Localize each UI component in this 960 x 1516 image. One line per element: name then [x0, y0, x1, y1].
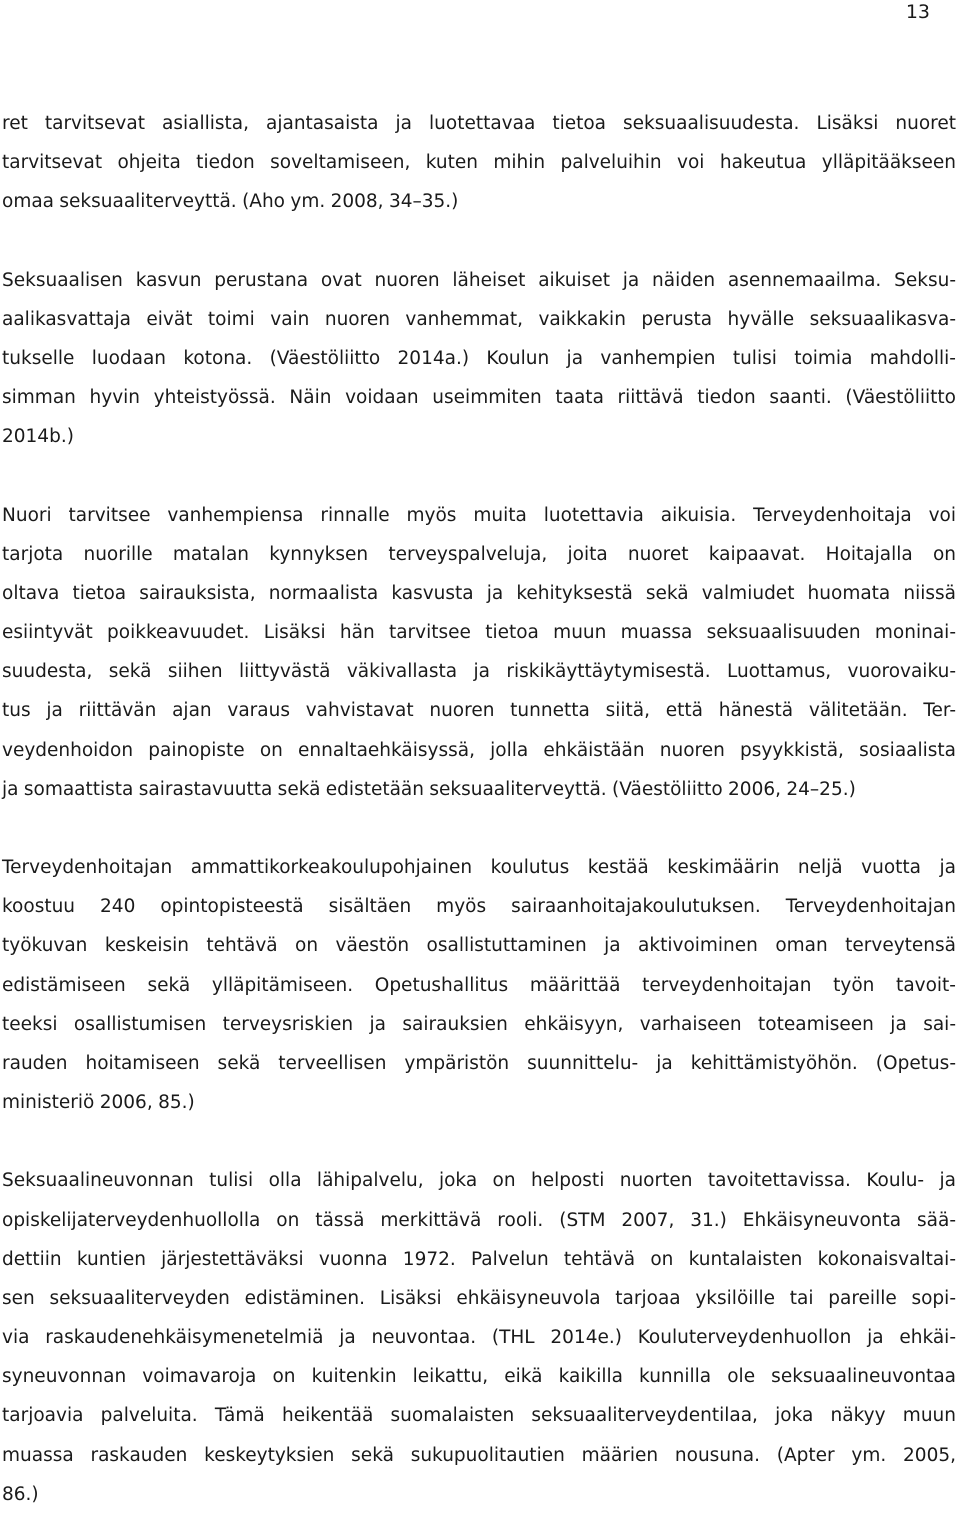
text-line: rauden hoitamiseen sekä terveellisen ympäristön suunnittelu- ja kehittämistyöhön. (Opetus- [2, 1052, 956, 1074]
text-line: oltava tietoa sairauksista, normaalista kasvusta ja kehityksestä sekä valmiudet huomata niissä [2, 582, 956, 604]
paragraph-1 [2, 104, 956, 222]
text-line: Seksuaalisen kasvun perustana ovat nuoren läheiset aikuiset ja näiden asennemaailma. Seksu- [2, 269, 956, 291]
page-number: 13 [905, 1, 930, 23]
text-line: muassa raskauden keskeytyksien sekä sukupuolitautien määrien nousuna. (Apter ym. 2005, [2, 1444, 956, 1466]
text-line: veydenhoidon painopiste on ennaltaehkäisyssä, jolla ehkäistään nuoren psyykkistä, sosiaalista [2, 739, 956, 761]
document-body [2, 104, 956, 1514]
text-line: Nuori tarvitsee vanhempiensa rinnalle myös muita luotettavia aikuisia. Terveydenhoitaja voi [2, 504, 956, 526]
text-line: tarjoavia palveluita. Tämä heikentää suomalaisten seksuaaliterveydentilaa, joka näkyy muun [2, 1405, 956, 1427]
text-line: tukselle luodaan kotona. (Väestöliitto 2014a.) Koulun ja vanhempien tulisi toimia mahdolli- [2, 347, 956, 369]
text-line: omaa seksuaaliterveyttä. (Aho ym. 2008, 34–35.) [2, 191, 459, 213]
paragraph-4 [2, 848, 956, 1122]
text-line: sen seksuaaliterveyden edistäminen. Lisäksi ehkäisyneuvola tarjoaa yksilöille tai pareille sopi- [2, 1287, 956, 1309]
text-line: Terveydenhoitajan ammattikorkeakoulupohjainen koulutus kestää keskimäärin neljä vuotta ja [2, 857, 956, 878]
text-line: työkuvan keskeisin tehtävä on väestön osallistuttaminen ja aktivoiminen oman terveytensä [2, 935, 956, 957]
text-line: esiintyvät poikkeavuudet. Lisäksi hän tarvitsee tietoa muun muassa seksuaalisuuden moninai- [2, 622, 956, 644]
text-line: teeksi osallistumisen terveysriskien ja sairauksien ehkäisyyn, varhaiseen toteamiseen ja sai- [2, 1013, 956, 1035]
paragraph-5 [2, 1161, 956, 1514]
text-line: syneuvonnan voimavaroja on kuitenkin leikattu, eikä kaikilla kunnilla ole seksuaalineuvontaa [2, 1366, 956, 1388]
text-line: suudesta, sekä siihen liittyvästä väkivallasta ja riskikäyttäytymisestä. Luottamus, vuorovaiku- [2, 661, 956, 683]
text-line: tus ja riittävän ajan varaus vahvistavat nuoren tunnetta siitä, että hänestä välitetään. Ter- [2, 700, 956, 722]
text-line: 2014b.) [2, 426, 74, 448]
paragraph-3 [2, 496, 956, 810]
text-line: tarjota nuorille matalan kynnyksen terveyspalveluja, joita nuoret kaipaavat. Hoitajalla on [2, 543, 956, 565]
text-line: simman hyvin yhteistyössä. Näin voidaan useimmiten taata riittävä tiedon saanti. (Väestöliitto [2, 387, 956, 409]
text-line: opiskelijaterveydenhuollolla on tässä merkittävä rooli. (STM 2007, 31.) Ehkäisyneuvonta sää- [2, 1209, 956, 1231]
text-line: dettiin kuntien järjestettäväksi vuonna 1972. Palvelun tehtävä on kuntalaisten kokonaisvaltai- [2, 1248, 956, 1270]
text-line: aalikasvattaja eivät toimi vain nuoren vanhemmat, vaikkakin perusta hyvälle seksuaalikasva- [2, 308, 956, 330]
text-line: 86.) [2, 1483, 39, 1505]
text-line: ret tarvitsevat asiallista, ajantasaista ja luotettavaa tietoa seksuaalisuudesta. Lisäksi nuoret [2, 113, 956, 134]
text-line: via raskaudenehkäisymenetelmiä ja neuvontaa. (THL 2014e.) Kouluterveydenhuollon ja ehkäi- [2, 1327, 956, 1349]
text-line: edistämiseen sekä ylläpitämiseen. Opetushallitus määrittää terveydenhoitajan työn tavoit- [2, 974, 956, 996]
text-line: ja somaattista sairastavuutta sekä edistetään seksuaaliterveyttä. (Väestöliitto 2006, 24–25.) [2, 778, 856, 800]
text-line: ministeriö 2006, 85.) [2, 1092, 195, 1114]
text-line: tarvitsevat ohjeita tiedon soveltamiseen, kuten mihin palveluihin voi hakeutua ylläpitääkseen [2, 152, 956, 174]
text-line: koostuu 240 opintopisteestä sisältäen myös sairaanhoitajakoulutuksen. Terveydenhoitajan [2, 896, 956, 918]
paragraph-2 [2, 261, 956, 457]
text-line: Seksuaalineuvonnan tulisi olla lähipalvelu, joka on helposti nuorten tavoitettavissa. Koulu- ja [2, 1170, 956, 1192]
